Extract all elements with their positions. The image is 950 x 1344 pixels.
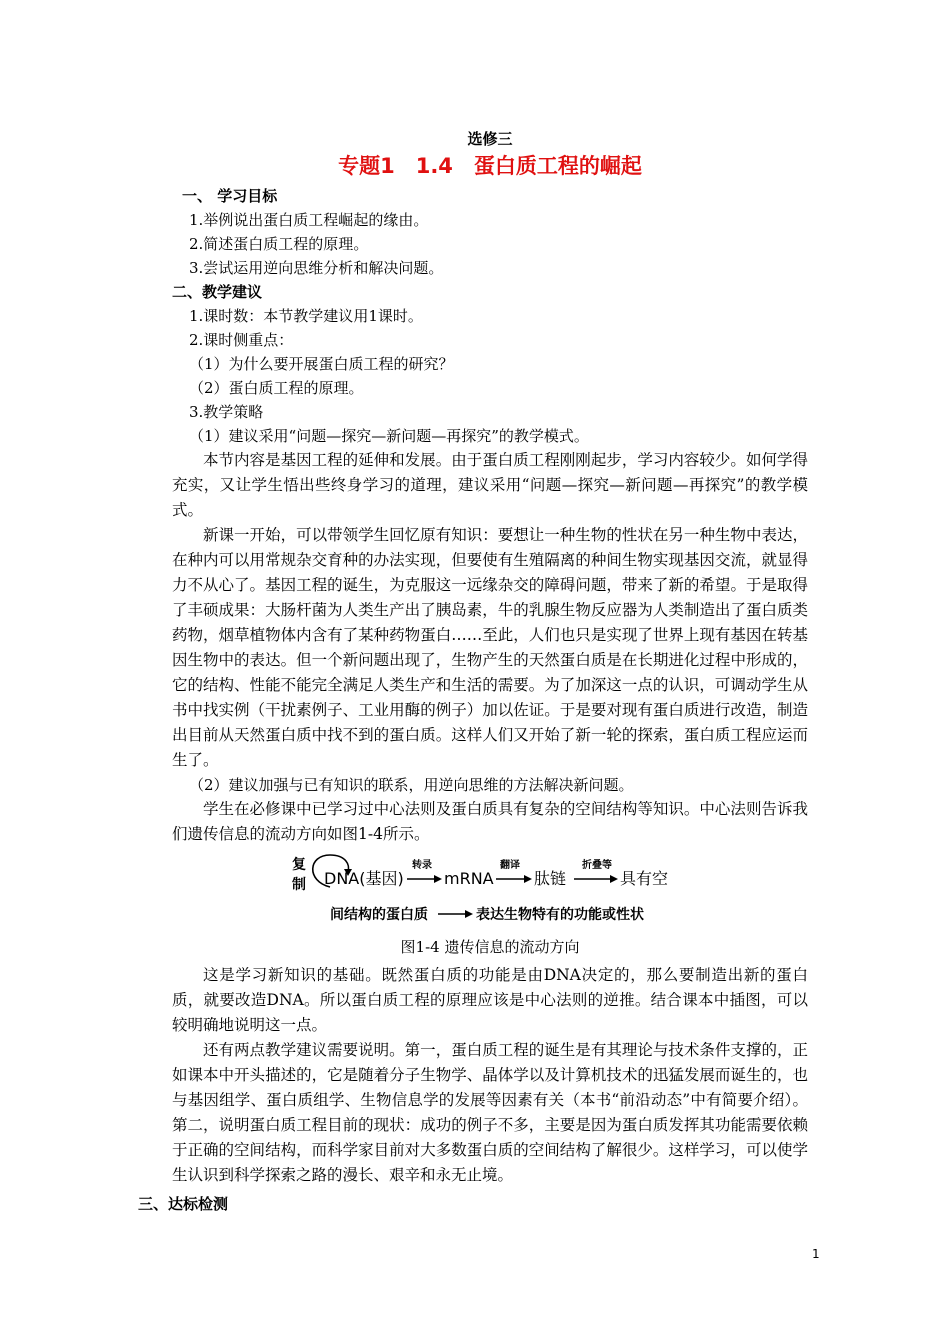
- expression-arrowhead: [465, 910, 473, 918]
- sub-suggestion: （2）建议加强与已有知识的联系，用逆向思维的方法解决新问题。: [189, 776, 634, 794]
- dna-node: DNA(基因): [324, 869, 404, 888]
- replicate-label-top: 复: [292, 857, 306, 873]
- translation-arrowhead: [524, 875, 532, 883]
- page-title: 专题1 1.4 蛋白质工程的崛起: [338, 154, 642, 178]
- body-paragraph: 学生在必修课中已学习过中心法则及蛋白质具有复杂的空间结构等知识。中心法则告诉我们遗传信息的流动方向如图1-4所示。: [172, 800, 808, 843]
- section-heading-objectives: 一、 学习目标: [182, 187, 278, 205]
- suggestion-line: （1）建议采用“问题—探究—新问题—再探究”的教学模式。: [189, 427, 589, 445]
- peptide-node: 肽链: [534, 869, 567, 888]
- folding-label: 折叠等: [582, 860, 612, 871]
- mrna-node: mRNA: [444, 869, 494, 888]
- pre-title: 选修三: [467, 130, 513, 148]
- suggestion-line: 3.教学策略: [189, 403, 264, 421]
- figure-caption: 图1-4 遗传信息的流动方向: [400, 938, 580, 956]
- suggestion-line: 1.课时数：本节教学建议用1课时。: [189, 307, 423, 325]
- protein-node-part1: 具有空: [620, 869, 669, 888]
- section-heading-assessment: 三、达标检测: [138, 1195, 229, 1213]
- body-paragraph: 还有两点教学建议需要说明。第一，蛋白质工程的诞生是有其理论与技术条件支撑的，正如课本中开头描述的，它是随着分子生物学、晶体学以及计算机技术的迅猛发展而诞生的，也与基因组学、蛋白质组学、生物信息学的发展等因素有关（本书“前沿动态”中有简要介绍）。第二，说明蛋白质工程目前的现状：成功的例子不多，主要是因为蛋白质发挥其功能需要依赖于正确的空间结构，而科学家目前对大多数蛋白质的空间结构了解很少。这样学习，可以使学生认识到科学探索之路的漫长、艰辛和永无止境。: [172, 1041, 808, 1184]
- objective-item: 2.简述蛋白质工程的原理。: [189, 235, 369, 253]
- transcription-label: 转录: [412, 860, 432, 871]
- page-content: [138, 128, 808, 1216]
- protein-node-part2: 间结构的蛋白质: [330, 907, 428, 923]
- transcription-arrowhead: [434, 875, 442, 883]
- page-number: 1: [812, 1247, 820, 1261]
- objective-item: 3.尝试运用逆向思维分析和解决问题。: [189, 259, 444, 277]
- folding-arrowhead: [610, 875, 618, 883]
- expression-node: 表达生物特有的功能或性状: [476, 907, 644, 923]
- objective-item: 1.举例说出蛋白质工程崛起的缘由。: [189, 211, 429, 229]
- central-dogma-diagram: [290, 851, 690, 929]
- replicate-label-bottom: 制: [292, 877, 306, 893]
- central-dogma-figure: [172, 851, 808, 929]
- body-paragraph: 本节内容是基因工程的延伸和发展。由于蛋白质工程刚刚起步，学习内容较少。如何学得充实，又让学生悟出些终身学习的道理，建议采用“问题—探究—新问题—再探究”的教学模式。: [172, 451, 808, 519]
- body-paragraph: 这是学习新知识的基础。既然蛋白质的功能是由DNA决定的，那么要制造出新的蛋白质，就要改造DNA。所以蛋白质工程的原理应该是中心法则的逆推。结合课本中插图，可以较明确地说明这一点。: [172, 966, 808, 1034]
- body-paragraph: 新课一开始，可以带领学生回忆原有知识：要想让一种生物的性状在另一种生物中表达，在种内可以用常规杂交育种的办法实现，但要使有生殖隔离的种间生物实现基因交流，就显得力不从心了。基因工程的诞生，为克服这一远缘杂交的障碍问题，带来了新的希望。于是取得了丰硕成果：大肠杆菌为人类生产出了胰岛素，牛的乳腺生物反应器为人类制造出了蛋白质类药物，烟草植物体内含有了某种药物蛋白……至此，人们也只是实现了世界上现有基因在转基因生物中的表达。但一个新问题出现了，生物产生的天然蛋白质是在长期进化过程中形成的，它的结构、性能不能完全满足人类生产和生活的需要。为了加深这一点的认识，可调动学生从书中找实例（干扰素例子、工业用酶的例子）加以佐证。于是要对现有蛋白质进行改造，制造出目前从天然蛋白质中找不到的蛋白质。这样人们又开始了新一轮的探索，蛋白质工程应运而生了。: [172, 526, 808, 769]
- translation-label: 翻译: [500, 860, 520, 871]
- section-heading-suggestions: 二、教学建议: [172, 283, 263, 301]
- suggestion-line: 2.课时侧重点：: [189, 331, 294, 349]
- suggestion-line: （1）为什么要开展蛋白质工程的研究？: [189, 355, 454, 373]
- suggestion-line: （2）蛋白质工程的原理。: [189, 379, 364, 397]
